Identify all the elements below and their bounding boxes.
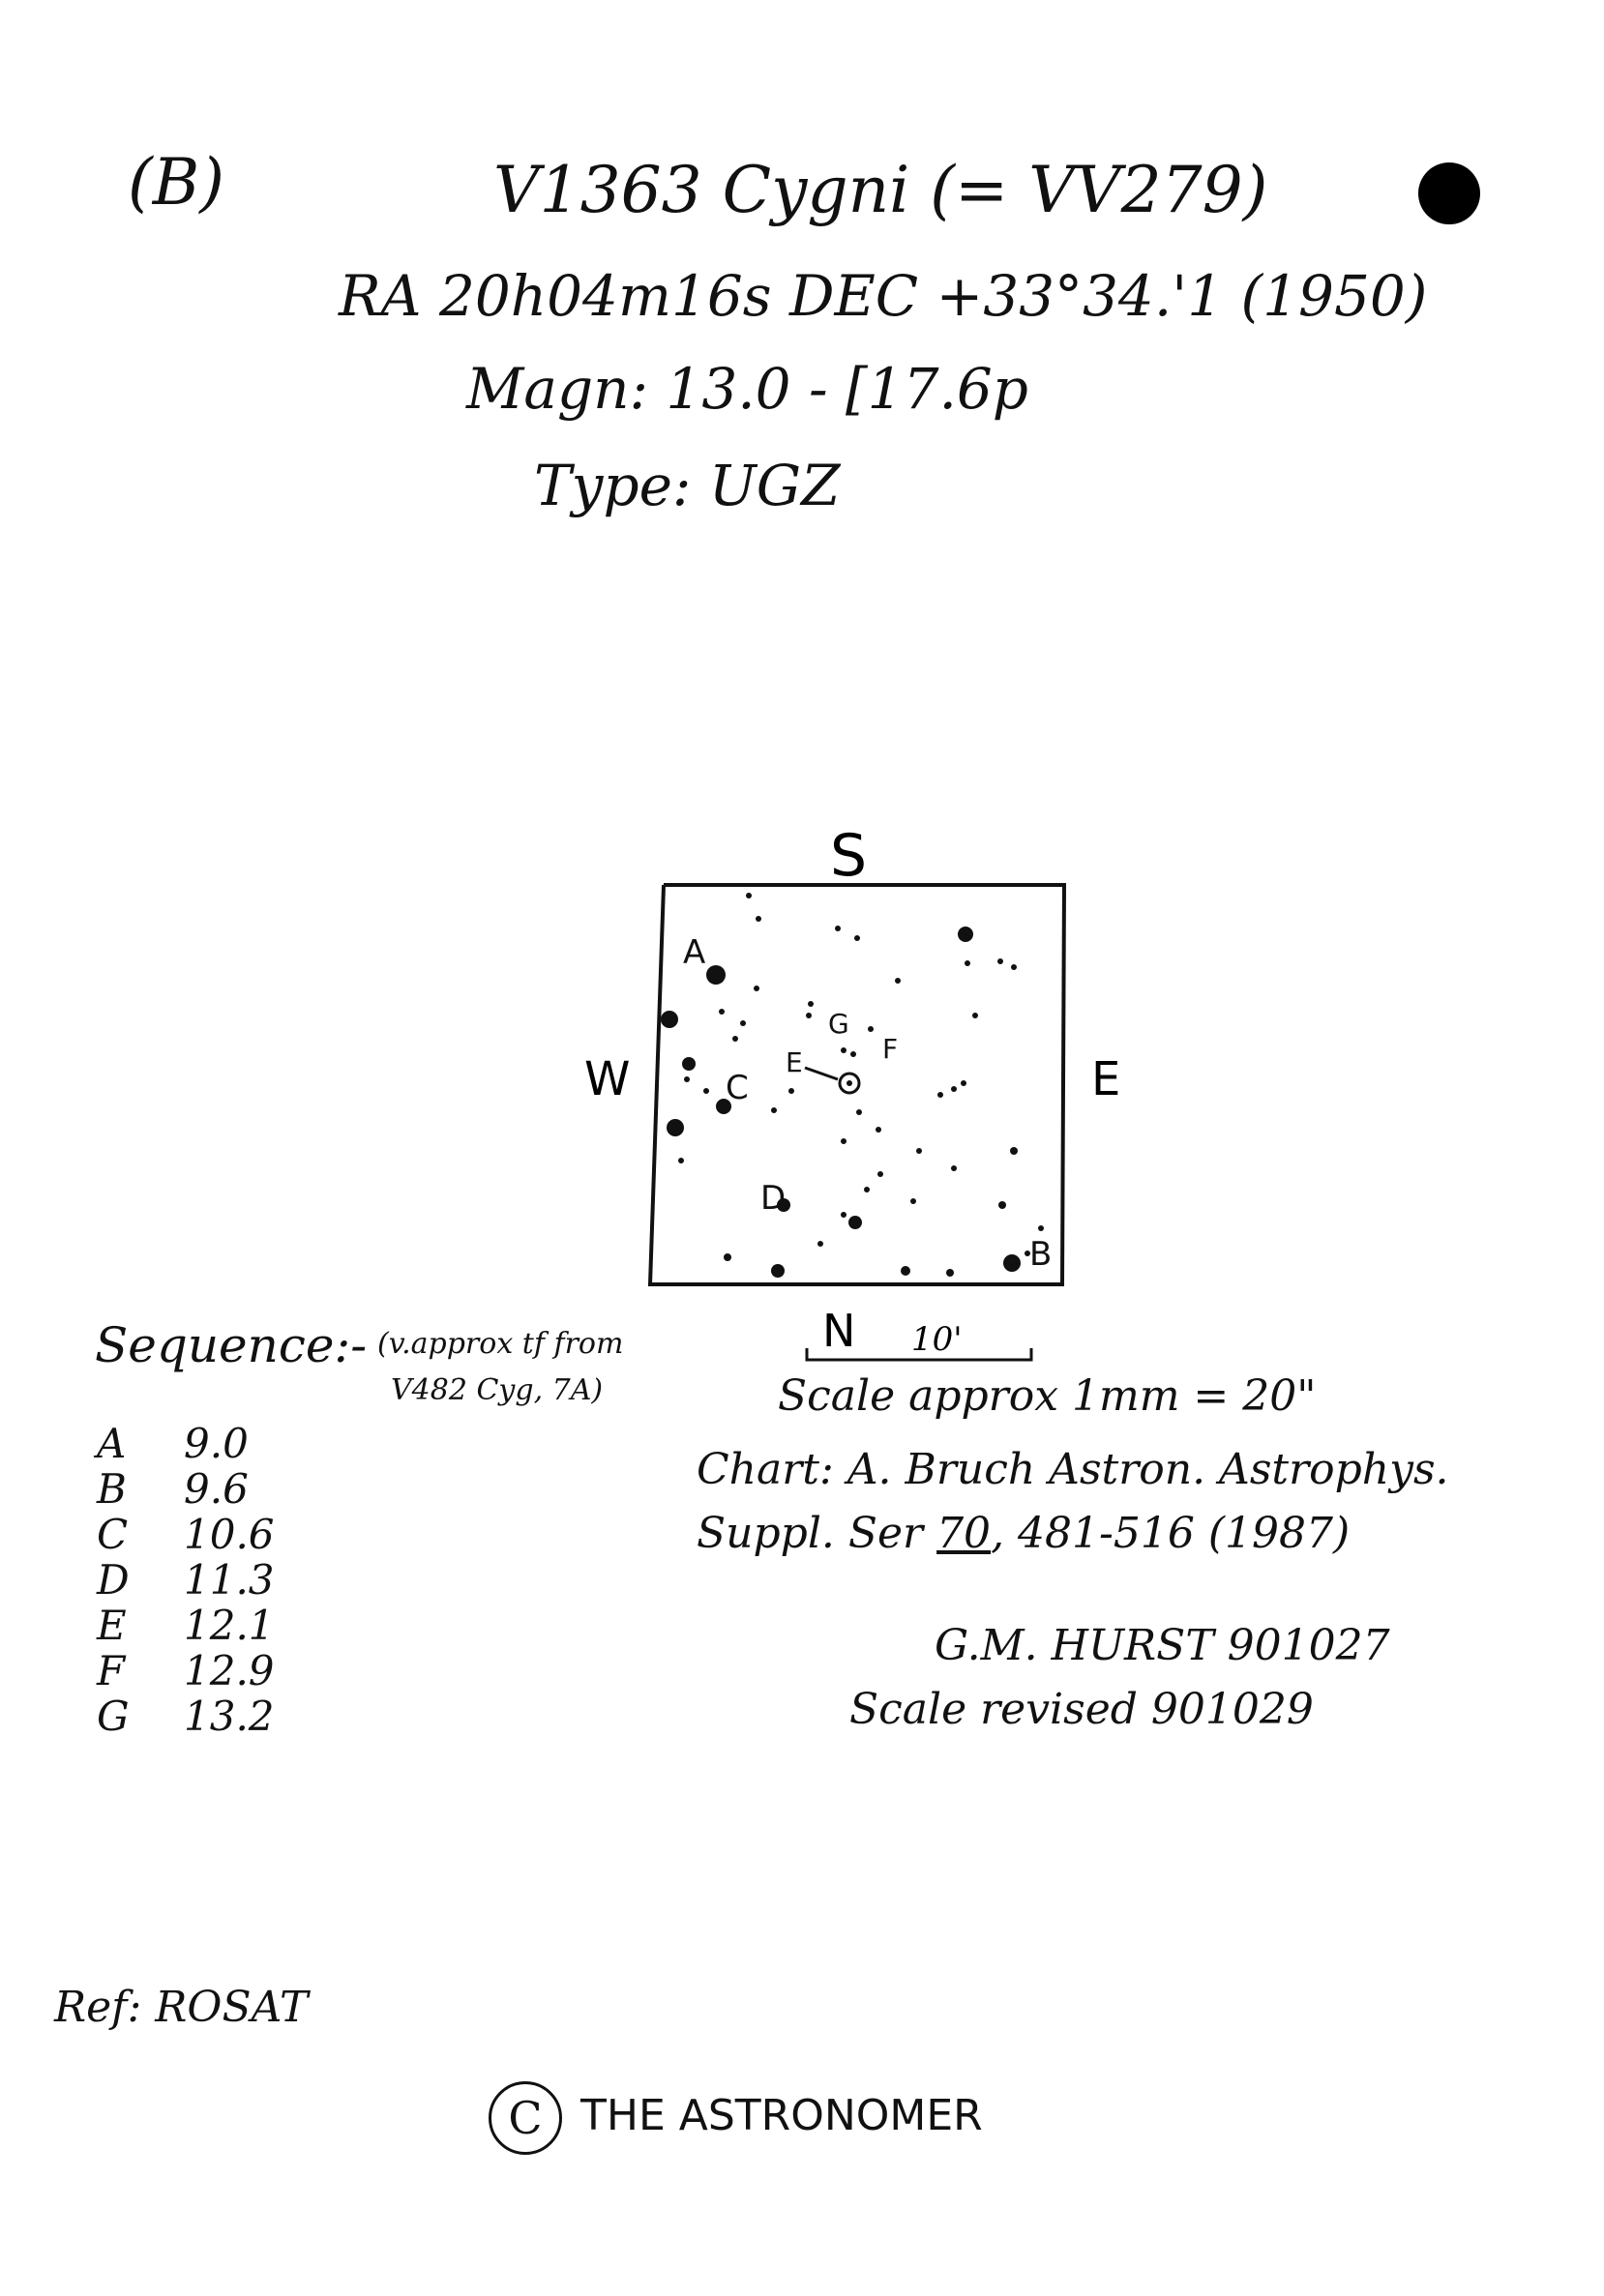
field-star (972, 1013, 978, 1018)
north-label: N (822, 1305, 856, 1357)
revision-line: Scale revised 901029 (849, 1685, 1314, 1734)
sequence-note-line2: V482 Cyg, 7A) (391, 1373, 604, 1407)
chart-reference-prefix: Suppl. Ser (697, 1509, 937, 1558)
star-label-d: D (760, 1179, 787, 1218)
sequence-magnitude: 13.2 (184, 1693, 275, 1740)
field-star (841, 1047, 847, 1053)
field-star (740, 1020, 746, 1026)
field-star (817, 1241, 823, 1247)
field-star (732, 1036, 738, 1042)
coordinates: RA 20h04m16s DEC +33°34.'1 (1950) (339, 263, 1428, 329)
sequence-magnitude: 11.3 (184, 1556, 275, 1604)
field-star (1011, 964, 1017, 970)
field-star (771, 1264, 785, 1278)
field-star (961, 1080, 966, 1086)
field-star (910, 1198, 916, 1204)
field-star (864, 1187, 870, 1192)
field-star (684, 1076, 690, 1082)
star-name: V1363 Cygni (= VV279) (493, 153, 1268, 227)
star-label-f: F (882, 1033, 899, 1065)
field-star (998, 1201, 1006, 1209)
field-star (719, 1009, 725, 1015)
field-star (876, 1127, 881, 1133)
field-star (841, 1138, 847, 1144)
sequence-letter: C (97, 1511, 129, 1558)
field-star (951, 1086, 957, 1092)
scale-text: Scale approx 1mm = 20" (778, 1371, 1317, 1421)
sequence-letter: F (97, 1647, 126, 1694)
target-marker (805, 1068, 859, 1093)
field-star (724, 1253, 731, 1261)
field-star (901, 1266, 910, 1276)
chart-reference-line2 (697, 1509, 1350, 1558)
sequence-magnitude: 12.1 (184, 1602, 275, 1649)
west-label: W (584, 1052, 631, 1106)
field-star (1038, 1225, 1044, 1231)
section-mark: (B) (128, 145, 224, 220)
star-label-g: G (828, 1008, 849, 1040)
ref-line: Ref: ROSAT (54, 1983, 309, 2032)
field-star (808, 1001, 814, 1007)
sequence-letter: E (97, 1602, 127, 1649)
field-star (958, 927, 973, 942)
sequence-letter: A (97, 1420, 127, 1467)
sequence-magnitude: 9.6 (184, 1465, 249, 1513)
field-star (703, 1088, 709, 1094)
field-star (661, 1011, 678, 1028)
field-star (756, 916, 761, 922)
sequence-note-line1: (v.approx tf from (377, 1327, 624, 1361)
field-star (771, 1107, 777, 1113)
sequence-magnitude: 9.0 (184, 1420, 249, 1467)
field-star (754, 986, 759, 991)
field-star (835, 926, 841, 931)
chart-reference-volume: 70 (936, 1509, 992, 1558)
sequence-letter: B (97, 1465, 127, 1513)
field-star (706, 965, 726, 985)
field-star (946, 1269, 954, 1277)
field-star (841, 1212, 847, 1218)
scale-bar-label: 10' (911, 1320, 963, 1359)
star-label-e: E (786, 1046, 803, 1078)
field-star (854, 935, 860, 941)
field-star (997, 958, 1003, 964)
star-label-b: B (1029, 1235, 1053, 1274)
sequence-magnitude: 12.9 (184, 1647, 275, 1694)
field-star (746, 893, 752, 898)
field-star (951, 1165, 957, 1171)
magnitude-range: Magn: 13.0 - [17.6p (466, 356, 1028, 422)
field-star (965, 960, 970, 966)
field-star (682, 1057, 696, 1071)
star-label-c: C (726, 1069, 749, 1107)
copyright-symbol: C (489, 2081, 562, 2155)
east-label: E (1091, 1052, 1121, 1106)
sequence-letter: D (97, 1556, 130, 1604)
copyright-text: THE ASTRONOMER (580, 2091, 983, 2140)
field-star (678, 1158, 684, 1163)
field-stars (661, 893, 1044, 1278)
field-star (856, 1109, 862, 1115)
field-star (806, 1013, 812, 1018)
field-star (877, 1171, 883, 1177)
field-star (788, 1088, 794, 1094)
field-star (850, 1051, 856, 1057)
field-star (848, 1216, 862, 1229)
south-label: S (830, 822, 868, 890)
sequence-magnitude: 10.6 (184, 1511, 275, 1558)
field-star (916, 1148, 922, 1154)
star-label-a: A (683, 933, 706, 972)
field-star (868, 1026, 874, 1032)
field-star (895, 978, 901, 984)
target-center (847, 1080, 852, 1086)
chart-reference-line1: Chart: A. Bruch Astron. Astrophys. (697, 1445, 1449, 1494)
sequence-letter: G (97, 1693, 130, 1740)
field-star (1010, 1147, 1018, 1155)
field-star (1003, 1254, 1021, 1272)
chart-reference-suffix: , 481-516 (1987) (991, 1509, 1351, 1558)
sequence-heading: Sequence:- (95, 1317, 368, 1373)
field-star (667, 1119, 684, 1136)
variable-type: Type: UGZ (534, 453, 841, 518)
e-pointer-line (805, 1068, 838, 1079)
author-line: G.M. HURST 901027 (935, 1621, 1390, 1670)
field-star (937, 1092, 943, 1098)
